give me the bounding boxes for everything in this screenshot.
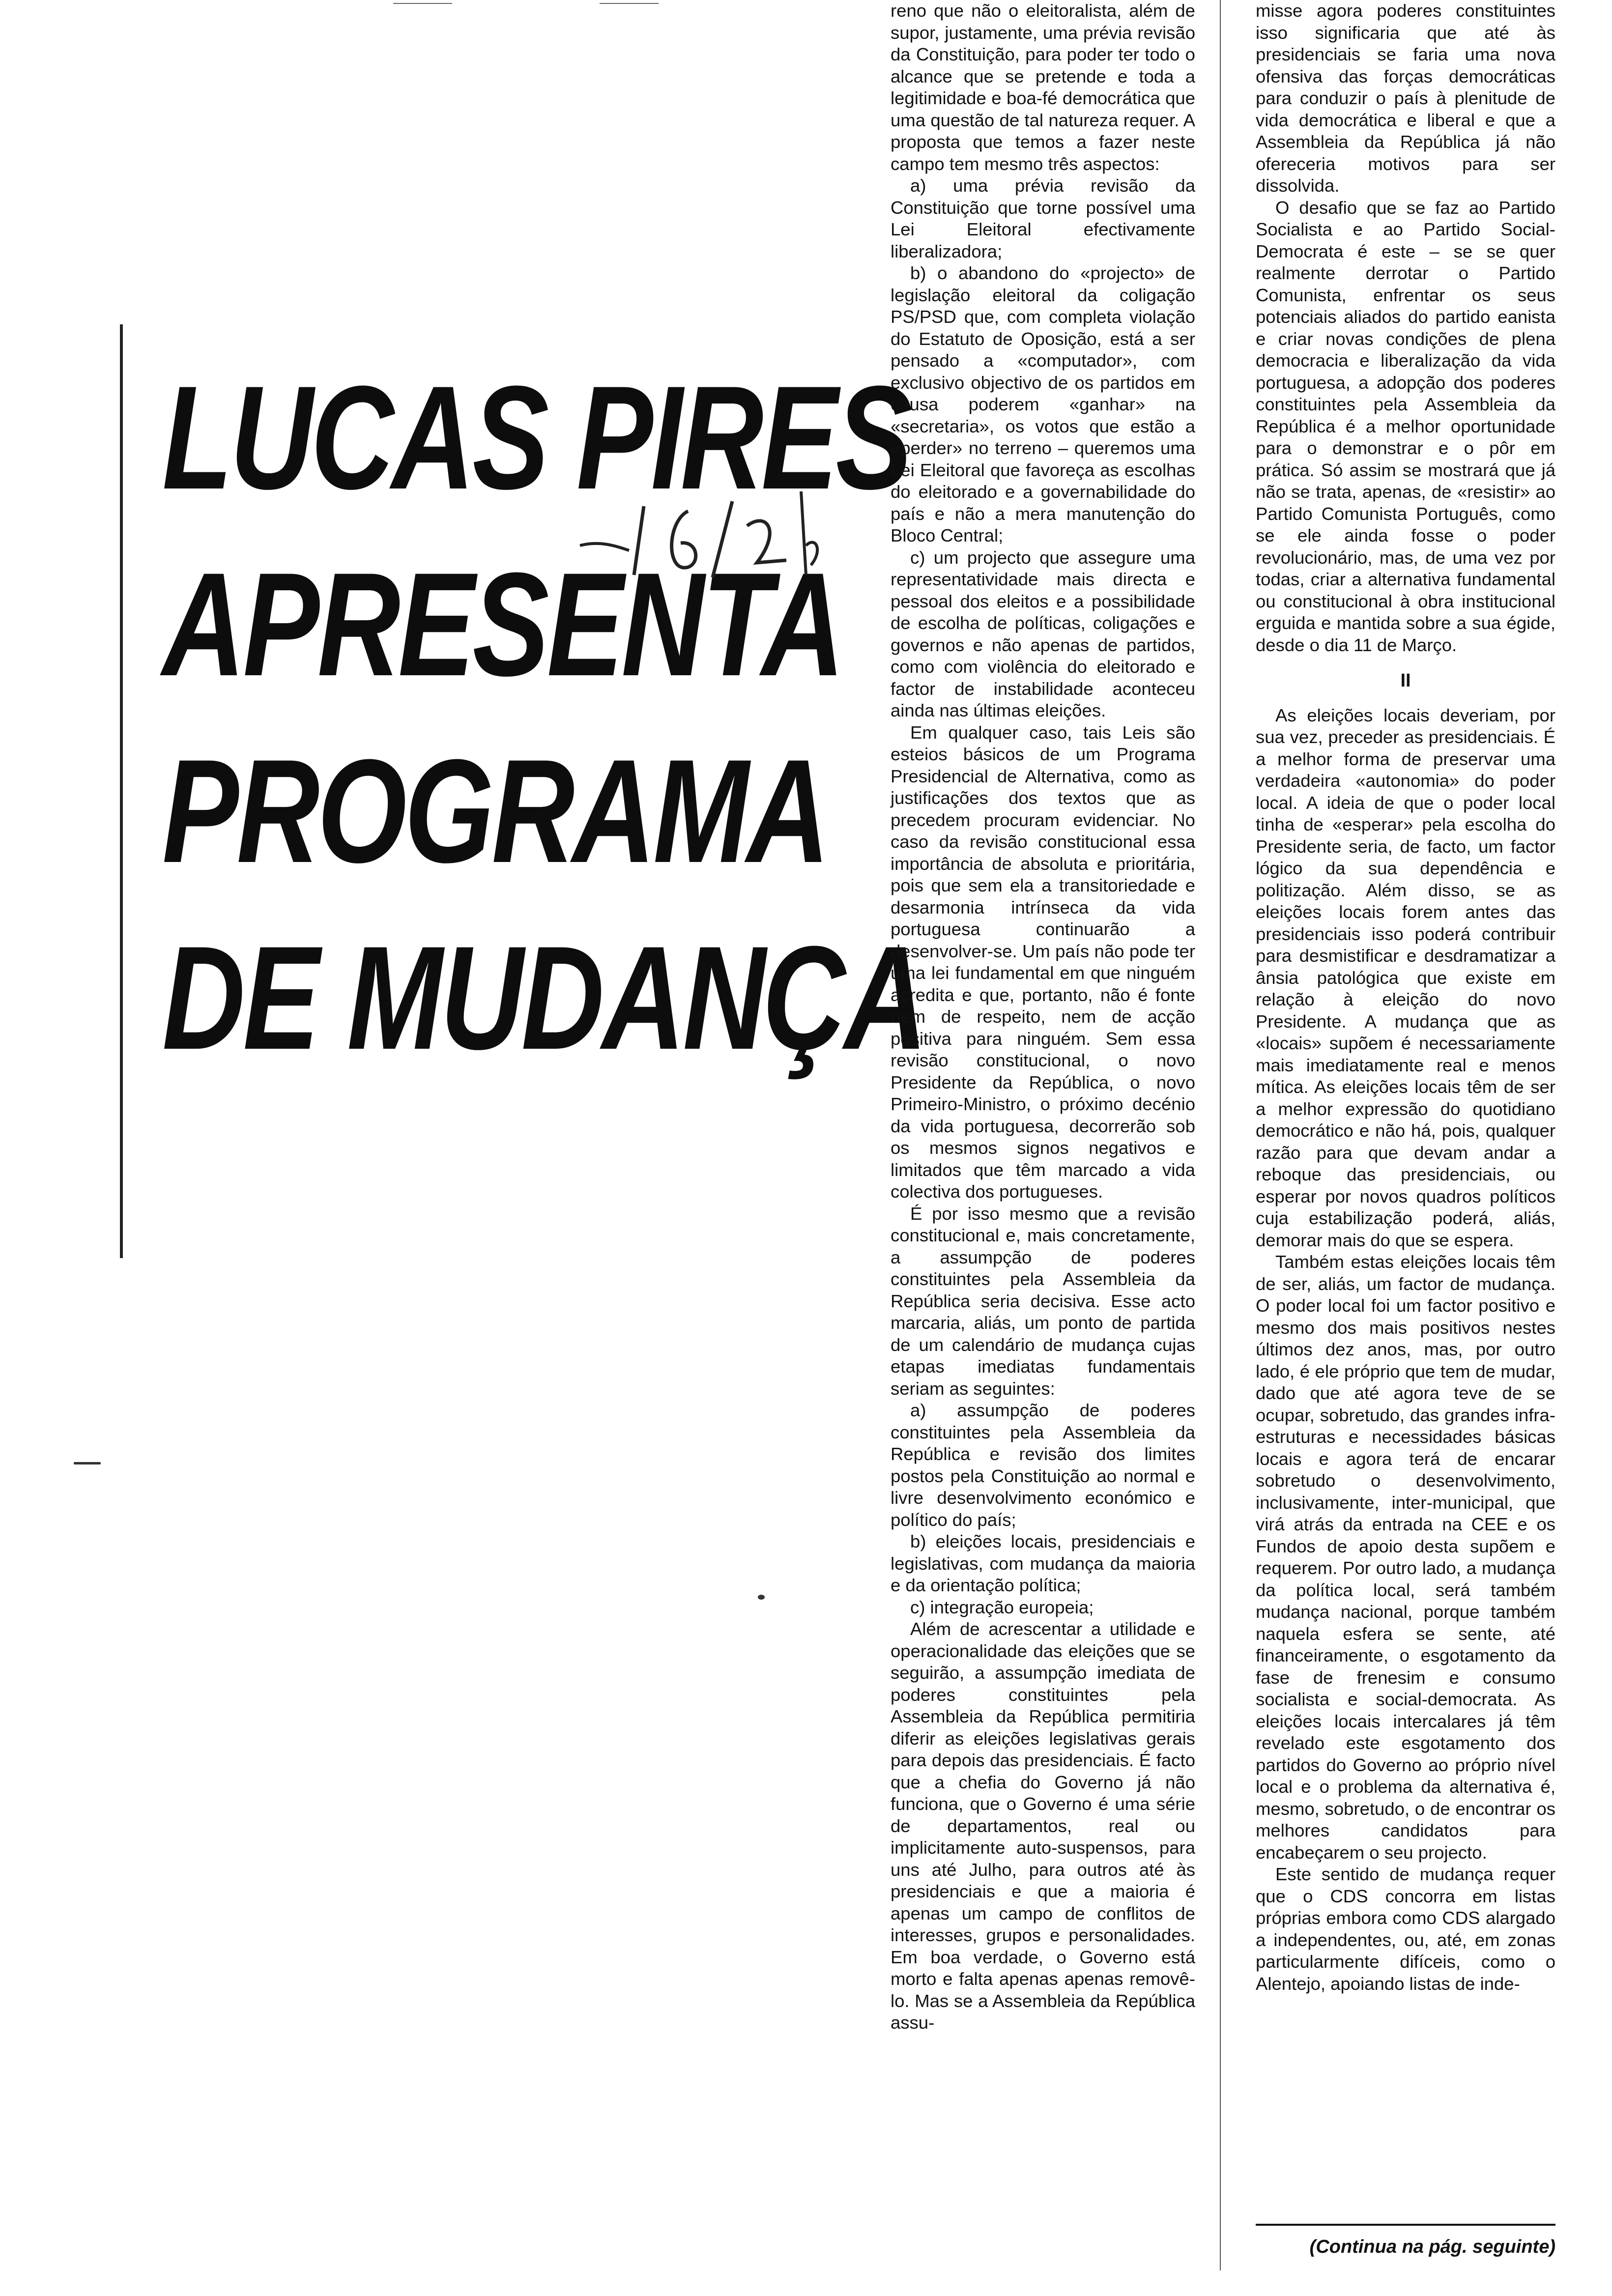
paragraph: Também estas eleições locais têm de ser, aliás, um factor de mudança. O poder local foi um factor positivo e mesmo dos mais positivos nestes últimos dez anos, mas, por outro lado, é ele próprio que tem de mudar, dado que até agora teve de se ocupar, sobretudo, das grandes infra-estruturas e necessidades básicas locais e agora terá de encarar sobretudo o desenvolvimento, inclusivamente, inter-municipal, que virá atrás da entrada na CEE e os Fundos de apoio desta supõem e requerem. Por outro lado, a mudança da política local, será também mudança nacional, porque também naquela esfera se sente, até financeiramente, o esgotamento da fase de frenesim e consumo socialista e social-democrata. As eleições locais intercalares já têm revelado este esgotamento dos partidos do Governo ao próprio nível local e o problema da alternativa é, mesmo, sobretudo, o de encontrar os melhores candidatos para encabeçarem o seu projecto. <box>1256 1252 1555 1863</box>
margin-tick-mark <box>74 1462 101 1464</box>
section-marker: II <box>1400 670 1411 691</box>
headline-box-rule <box>120 324 123 1258</box>
article-headline <box>162 344 925 1091</box>
paragraph: reno que não o eleitoralista, além de supor, justamente, uma prévia revisão da Constituição, para poder ter todo o alcance que se pretende e toda a legitimidade e boa-fé democrática que uma questão de tal natureza requer. A proposta que temos a fazer neste campo tem mesmo três aspectos: <box>891 0 1195 174</box>
top-rule-left <box>393 3 452 4</box>
paragraph: Este sentido de mudança requer que o CDS concorra em listas próprias embora como CDS alargado a independentes, ou, até, em zonas particularmente difíceis, como o Alentejo, apoiando listas de inde- <box>1256 1864 1555 1994</box>
paragraph: b) eleições locais, presidenciais e legislativas, com mudança da maioria e da orientação política; <box>891 1531 1195 1595</box>
ink-dot <box>758 1595 765 1600</box>
paragraph: Além de acrescentar a utilidade e operacionalidade das eleições que se seguirão, a assumpção imediata de poderes constituintes pela Assembleia da República permitiria diferir as eleições legislativas gerais para depois das presidenciais. É facto que a chefia do Governo já não funciona, que o Governo é uma série de departamentos, real ou implicitamente auto-suspensos, para uns até Julho, para outros até às presidenciais e que a maioria é apenas um campo de conflitos de interesses, grupos e personalidades. Em boa verdade, o Governo está morto e falta apenas apenas removê-lo. Mas se a Assembleia da República assu- <box>891 1619 1195 2033</box>
column-divider <box>1220 0 1221 2270</box>
paragraph: As eleições locais deveriam, por sua vez, preceder as presidenciais. É a melhor forma de preservar uma verdadeira «autonomia» do poder local. A ideia de que o poder local tinha de «esperar» pela escolha do Presidente seria, de facto, um factor lógico da sua dependência e politização. Além disso, se as eleições locais forem antes das presidenciais isso poderá contribuir para desmistificar e desdramatizar a ânsia patológica que existe em relação à eleição do novo Presidente. A mudança que as «locais» supõem é necessariamente mais imediatamente real e menos mítica. As eleições locais têm de ser a melhor expressão do quotidiano democrático e não há, pois, qualquer razão para que devam andar a reboque das presidenciais, ou esperar por novos quadros políticos cuja estabilização poderá, aliás, demorar mais do que se espera. <box>1256 705 1555 1250</box>
paragraph: misse agora poderes constituintes isso significaria que até às presidenciais se faria uma nova ofensiva das forças democráticas para conduzir o país à plenitude de vida democrática e liberal e que a Assembleia da República já não ofereceria motivos para ser dissolvida. <box>1256 0 1555 196</box>
article-column-right <box>1256 0 1555 1995</box>
paragraph: Em qualquer caso, tais Leis são esteios básicos de um Programa Presidencial de Alternativa, como as justificações dos textos que as precedem procuram evidenciar. No caso da revisão constitucional essa importância de absoluta e prioritária, pois que sem ela a transitoriedade e desarmonia intrínseca da vida portuguesa continuarão a desenvolver-se. Um país não pode ter uma lei fundamental em que ninguém acredita e que, portanto, não é fonte nem de respeito, nem de acção positiva para ninguém. Sem essa revisão constitucional, o novo Presidente da República, o novo Primeiro-Ministro, o próximo decénio da vida portuguesa, decorrerão sob os mesmos signos negativos e limitados que têm marcado a vida colectiva dos portugueses. <box>891 722 1195 1202</box>
handwritten-annotation <box>570 472 826 590</box>
headline-line-4: DE MUDANÇA <box>162 915 925 1080</box>
article-column-middle <box>891 0 1195 2034</box>
paragraph: c) integração europeia; <box>910 1597 1094 1617</box>
paragraph: a) uma prévia revisão da Constituição que torne possível uma Lei Eleitoral efectivamente liberalizadora; <box>891 175 1195 261</box>
paragraph: c) um projecto que assegure uma representatividade mais directa e pessoal dos eleitos e a possibilidade de escolha de políticas, coligações e governos e não apenas de partidos, como com violência do eleitorado e factor de instabilidade aconteceu ainda nas últimas eleições. <box>891 547 1195 720</box>
headline-line-2: APRESENTA <box>162 542 842 707</box>
continuation-note: (Continua na pág. seguinte) <box>1256 2224 1555 2258</box>
paragraph: O desafio que se faz ao Partido Socialista e ao Partido Social-Democrata é este – se se quer realmente derrotar o Partido Comunista, enfrentar os seus potenciais aliados do partido eanista e criar novas condições de plena democracia e liberalização da vida portuguesa, a adopção dos poderes constituintes pela Assembleia da República é a melhor oportunidade para o demonstrar e o pôr em prática. Só assim se mostrará que já não se trata, apenas, de «resistir» ao Partido Comunista Português, como se ele ainda fosse o poder revolucionário, mas, de uma vez por todas, criar a alternativa fundamental ou constitucional à obra institucional erguida e mantida sobre a sua égide, desde o dia 11 de Março. <box>1256 197 1555 655</box>
paragraph: a) assumpção de poderes constituintes pela Assembleia da República e revisão dos limites postos pela Constituição ao normal e livre desenvolvimento económico e político do país; <box>891 1400 1195 1530</box>
headline-line-1: LUCAS PIRES <box>162 355 910 520</box>
paragraph: b) o abandono do «projecto» de legislação eleitoral da coligação PS/PSD que, com completa violação do Estatuto de Oposição, está a ser pensado a «computador», com exclusivo objectivo de os partidos em causa poderem «ganhar» na «secretaria», os votos que estão a «perder» no terreno – queremos uma Lei Eleitoral que favoreça as escolhas do eleitorado e a governabilidade do país e não a mera manutenção do Bloco Central; <box>891 263 1195 545</box>
headline-line-3: PROGRAMA <box>162 728 828 893</box>
top-rule-mid <box>600 3 659 4</box>
paragraph: É por isso mesmo que a revisão constitucional e, mais concretamente, a assumpção de poderes constituintes pela Assembleia da República seria decisiva. Esse acto marcaria, aliás, um ponto de partida de um calendário de mudança cujas etapas imediatas fundamentais seriam as seguintes: <box>891 1203 1195 1399</box>
